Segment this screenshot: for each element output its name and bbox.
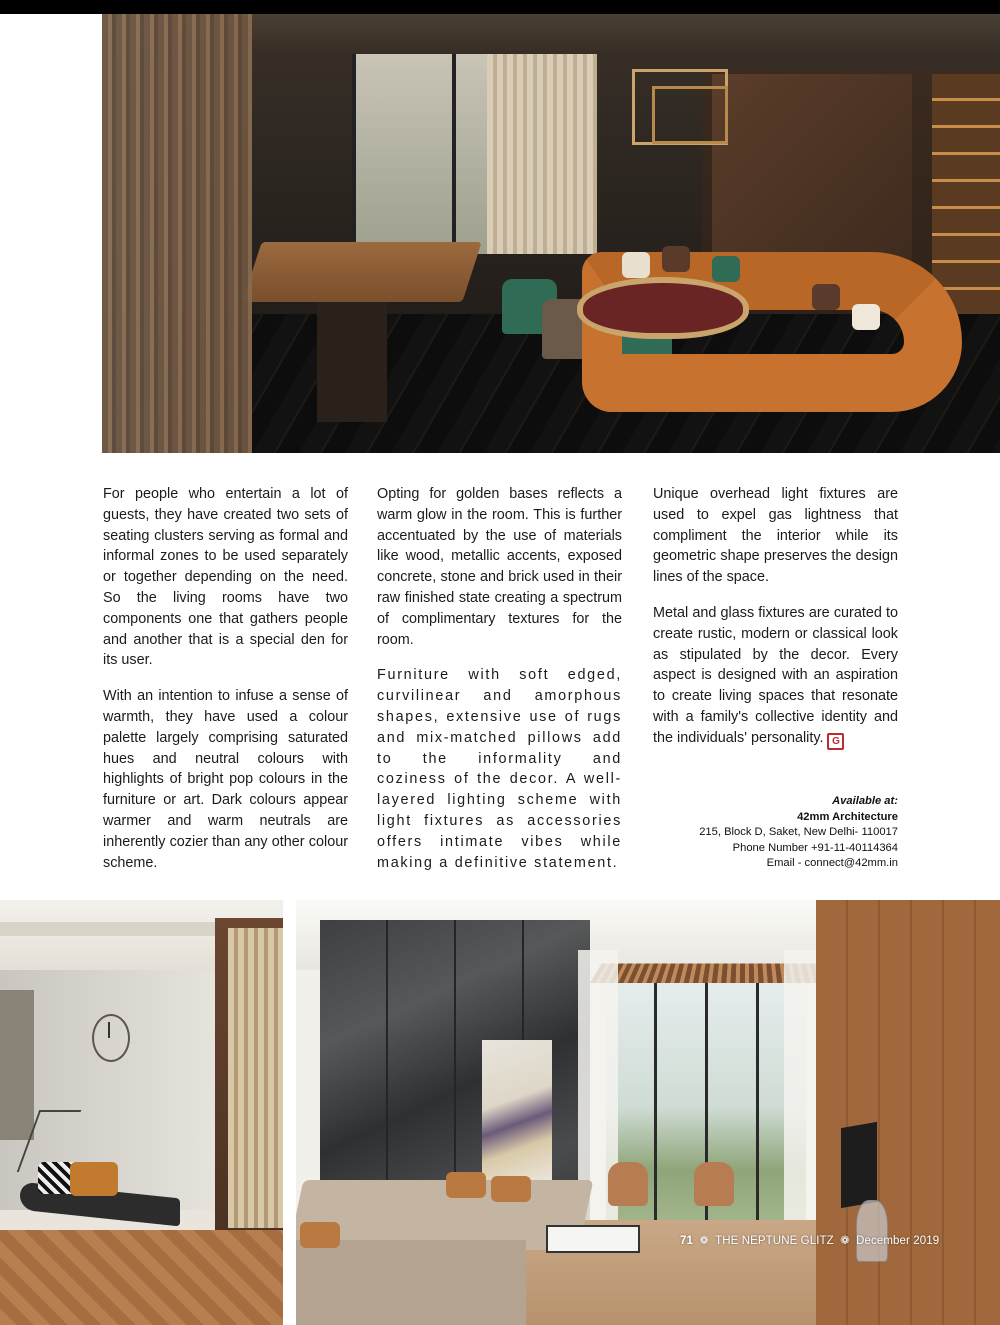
text-column-2	[377, 484, 622, 888]
paragraph-text: Metal and glass fixtures are curated to create rustic, modern or classical look as stipulated by the decor. Every aspect is designed with an aspiration to create living spaces that resonate with a family's collective identity and the individuals' personality.	[653, 604, 898, 746]
tan-armchair	[608, 1162, 648, 1206]
page-number: 71	[680, 1235, 693, 1247]
herringbone-floor	[0, 1230, 283, 1325]
sheer-curtains	[487, 54, 597, 254]
address: 215, Block D, Saket, New Delhi- 110017	[699, 826, 898, 839]
ceiling-recess	[0, 922, 215, 936]
paragraph: With an intention to infuse a sense of warmth, they have used a colour palette largely comprising saturated hues and neutral colours with highlights of bright pop colours in the furniture or art. Dark colours appear warmer and warm neutrals are inherently cozier than any other colour scheme.	[103, 688, 348, 871]
text-column-3	[653, 484, 898, 765]
orange-pillow	[70, 1162, 118, 1196]
glass-lamp	[856, 1200, 888, 1262]
geometric-pendant-light-inner	[652, 86, 728, 144]
sofa-base	[296, 1240, 526, 1325]
page-footer	[680, 1233, 939, 1247]
coffee-table	[546, 1225, 640, 1253]
issue-date: December 2019	[856, 1235, 940, 1247]
text-column-1	[103, 484, 348, 888]
pillow	[662, 246, 690, 272]
clock-hand	[108, 1022, 110, 1038]
pillow	[812, 284, 840, 310]
pillow	[852, 304, 880, 330]
abstract-artwork	[482, 1040, 552, 1190]
paragraph	[653, 603, 898, 750]
pillow	[712, 256, 740, 282]
wooden-dining-table	[242, 242, 481, 302]
firm-name: 42mm Architecture	[797, 810, 898, 823]
orange-pillow	[300, 1222, 340, 1248]
pillow	[622, 252, 650, 278]
orange-pillow	[446, 1172, 486, 1198]
paragraph: For people who entertain a lot of guests, they have created two sets of seating clusters serving as formal and informal zones to be used separately or together depending on the need. So the living rooms have two components one that gathers people and another that is a special den for its user.	[103, 486, 348, 669]
paragraph: Furniture with soft edged, curvilinear and amorphous shapes, extensive use of rugs and mix-matched pillows add to the informality and coziness of the decor. A well-layered lighting scheme with light fixtures as accessories offers intimate vibes while making a definitive statement.	[377, 667, 622, 871]
publication-name: THE NEPTUNE GLITZ	[715, 1235, 834, 1247]
wall-panel	[0, 990, 34, 1140]
fluted-glass-door	[228, 928, 283, 1228]
television	[841, 1122, 877, 1208]
orange-pillow	[491, 1176, 531, 1202]
availability-info	[640, 794, 898, 872]
flower-separator-icon: ❁	[840, 1235, 850, 1247]
paragraph: Unique overhead light fixtures are used to expel gas lightness that compliment the interior while its geometric shape preserves the design lines of the space.	[653, 486, 898, 586]
paragraph: Opting for golden bases reflects a warm glow in the room. This is further accentuated by the use of materials like wood, metallic accents, exposed concrete, stone and brick used in their raw finished state creating a spectrum of complimentary textures for the room.	[377, 486, 622, 648]
living-room-photo-top	[102, 14, 1000, 453]
top-black-bar	[0, 0, 1000, 14]
screen-overlay	[102, 14, 252, 453]
copper-wall-panel	[712, 74, 912, 274]
wood-panel-wall	[816, 900, 1000, 1325]
oval-coffee-table	[577, 277, 749, 339]
availability-heading: Available at:	[832, 795, 898, 807]
sheer-curtain	[784, 950, 820, 1230]
end-mark-icon: G	[827, 733, 844, 750]
phone-number: Phone Number +91-11-40114364	[732, 841, 898, 854]
flower-separator-icon: ❁	[699, 1235, 710, 1247]
lounge-room-photo	[296, 900, 1000, 1325]
tan-armchair	[694, 1162, 734, 1206]
wall-clock	[92, 1014, 130, 1062]
email: Email - connect@42mm.in	[766, 857, 898, 870]
table-base	[317, 302, 387, 422]
den-room-photo	[0, 900, 283, 1325]
